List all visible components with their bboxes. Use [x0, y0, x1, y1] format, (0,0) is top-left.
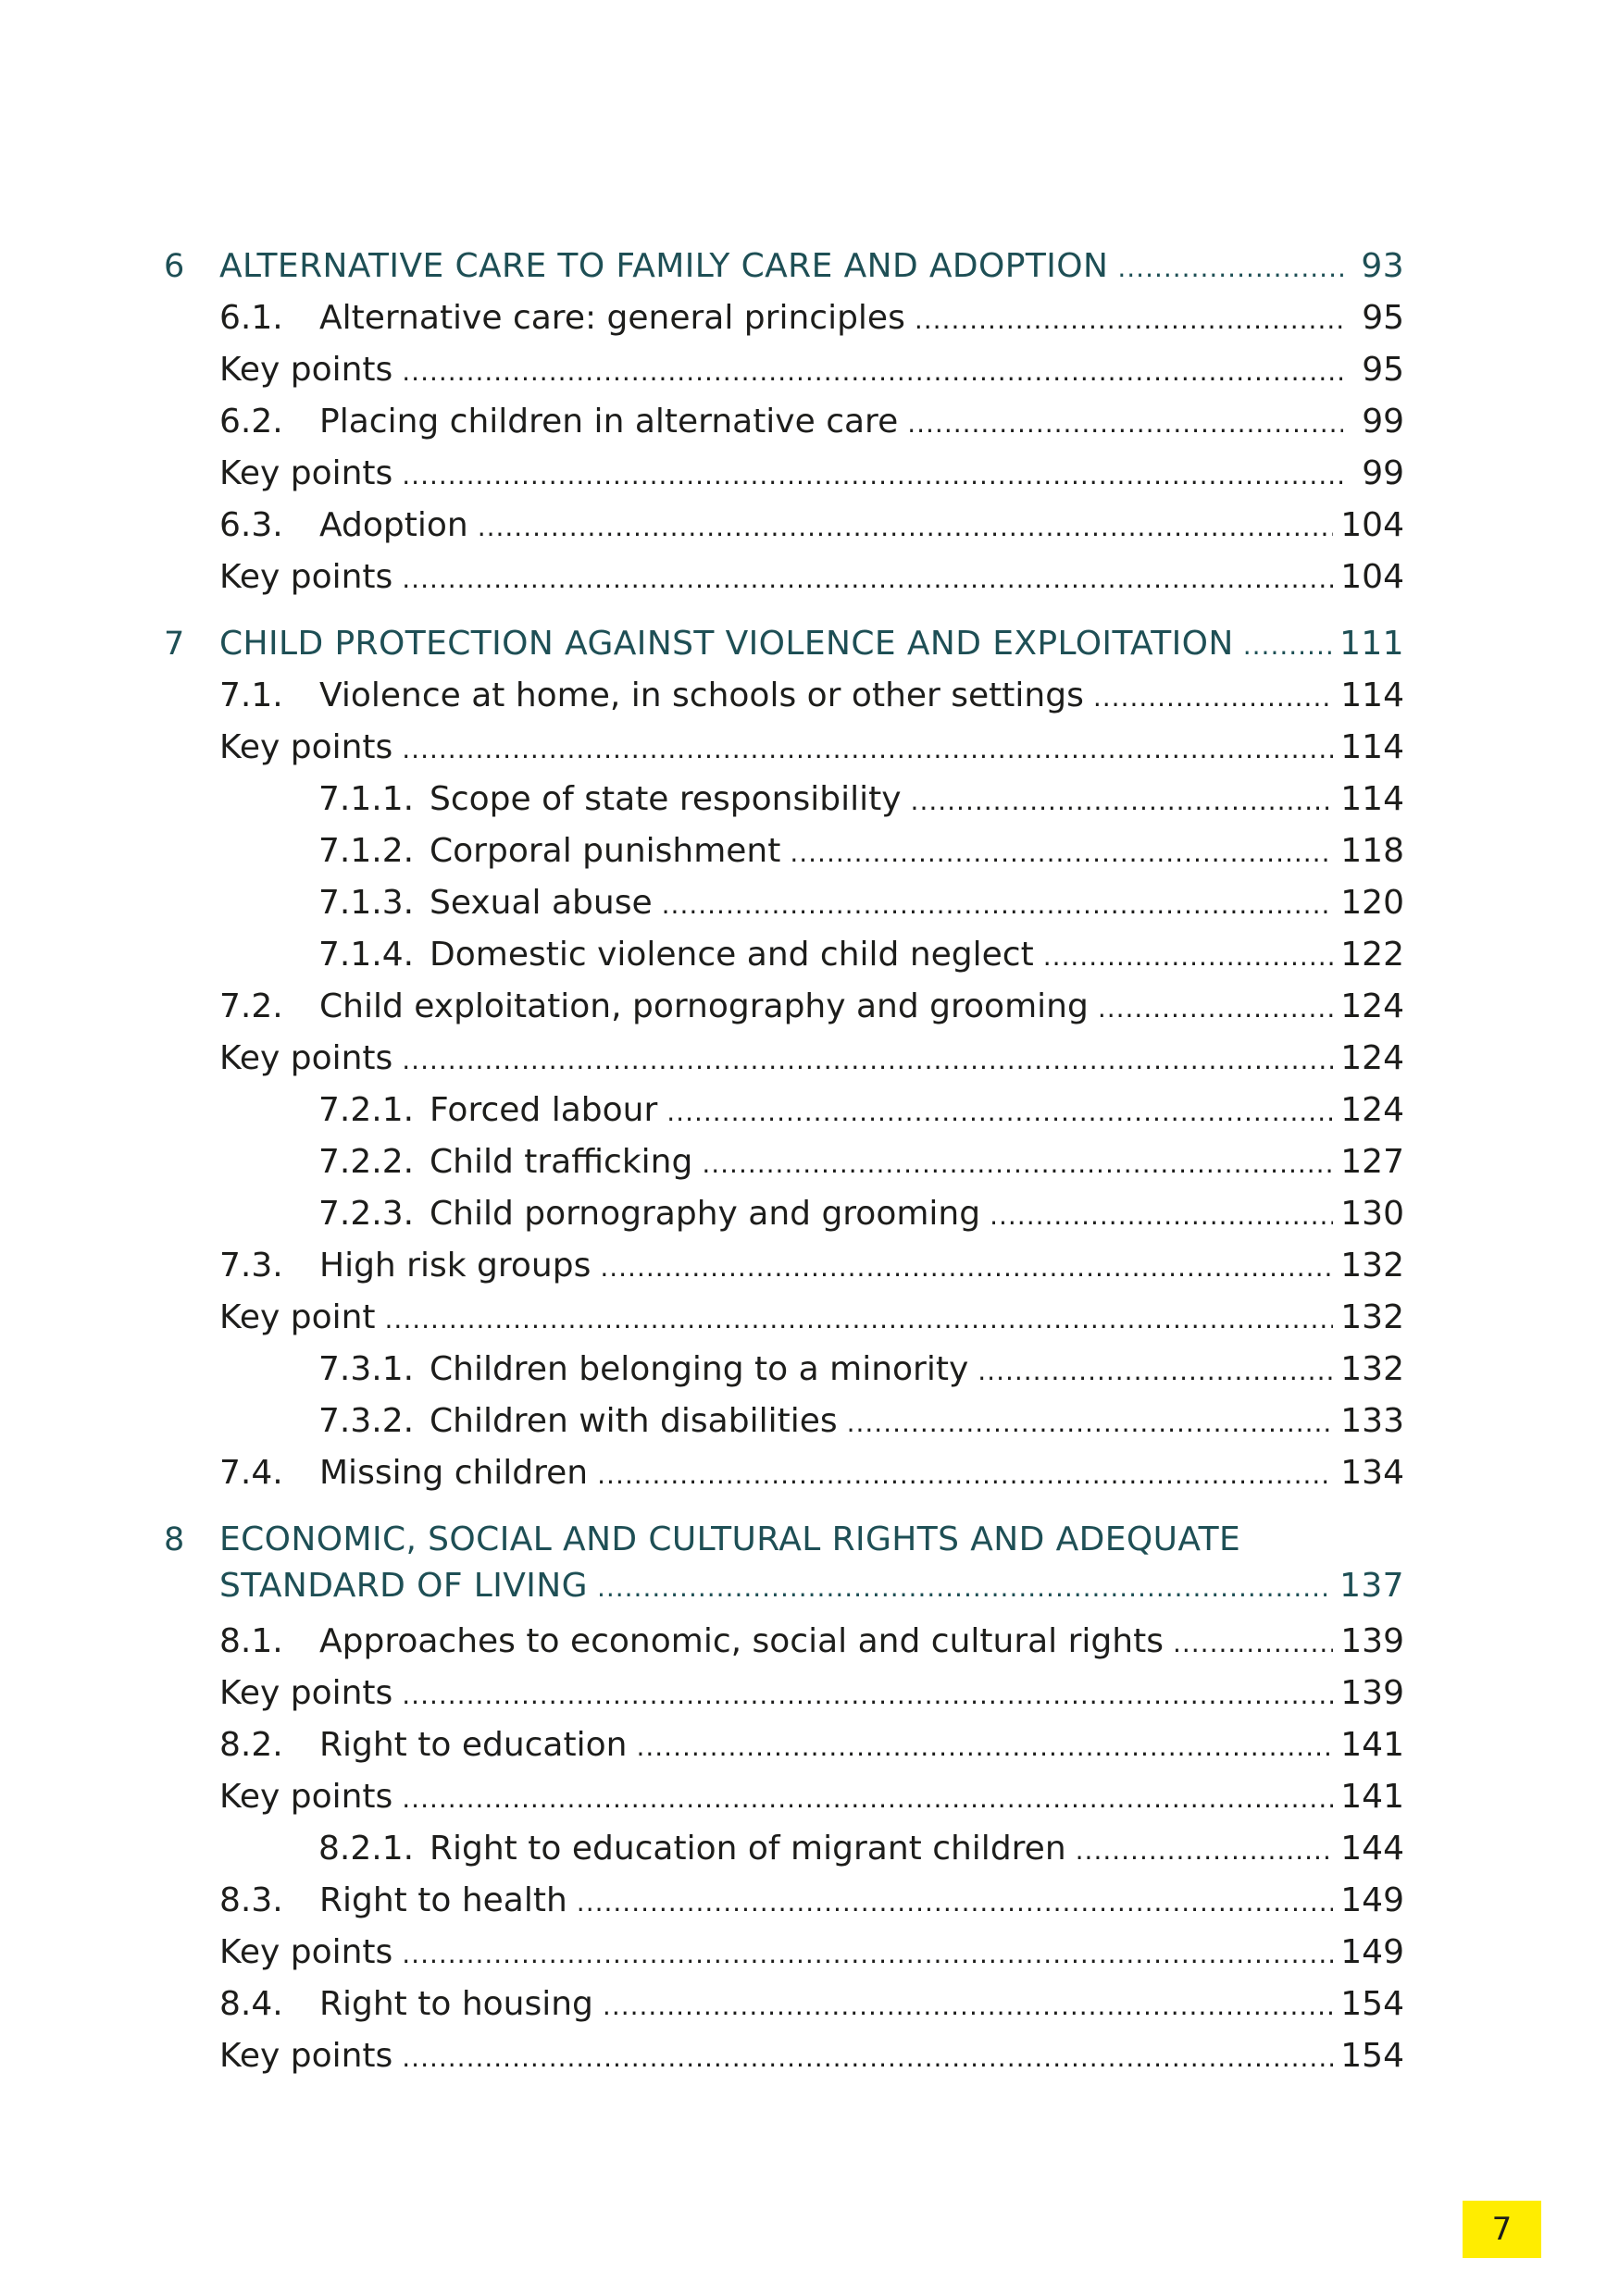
section-number: 7.3.2.	[318, 1402, 415, 1440]
page-ref: 141	[1340, 1778, 1404, 1816]
dot-leader	[603, 1980, 1333, 2032]
chapter-number: 6	[164, 248, 185, 285]
entry-title: Approaches to economic, social and cultural rights	[319, 1622, 1164, 1660]
section-number: 7.1.4.	[318, 936, 415, 974]
entry-title: Right to health	[319, 1881, 567, 1919]
toc-subsection[interactable]	[0, 929, 1619, 981]
entry-title: Right to education	[319, 1726, 628, 1764]
toc-key-points[interactable]	[0, 2030, 1619, 2082]
dot-leader	[402, 346, 1343, 398]
dot-leader	[1117, 242, 1343, 294]
page-ref: 120	[1340, 884, 1404, 922]
entry-title: Alternative care: general principles	[319, 299, 905, 337]
toc-key-points[interactable]	[0, 552, 1619, 603]
dot-leader	[666, 1086, 1333, 1138]
toc-subsection[interactable]	[0, 1085, 1619, 1136]
dot-leader	[847, 1397, 1334, 1449]
dot-leader	[402, 1035, 1333, 1086]
section-number: 8.1.	[219, 1622, 283, 1660]
page-ref: 95	[1362, 299, 1404, 337]
page-ref: 132	[1340, 1350, 1404, 1388]
dot-leader	[1093, 672, 1333, 724]
page-ref: 154	[1340, 1985, 1404, 2023]
section-number: 8.3.	[219, 1881, 283, 1919]
dot-leader	[402, 724, 1333, 776]
entry-title: Key points	[219, 558, 393, 596]
entry-title: Violence at home, in schools or other settings	[319, 676, 1084, 714]
page-ref: 141	[1340, 1726, 1404, 1764]
section-number: 7.2.1.	[318, 1091, 415, 1129]
dot-leader	[402, 1669, 1333, 1721]
page-ref: 139	[1340, 1622, 1404, 1660]
entry-title: Key points	[219, 1674, 393, 1712]
toc-section[interactable]	[0, 396, 1619, 448]
page-number: 7	[1463, 2201, 1541, 2258]
page-ref: 124	[1340, 1091, 1404, 1129]
entry-title: Sexual abuse	[430, 884, 653, 922]
page-ref: 124	[1340, 987, 1404, 1025]
toc-subsection[interactable]	[0, 825, 1619, 877]
toc-subsection[interactable]	[0, 1396, 1619, 1447]
section-number: 7.2.2.	[318, 1143, 415, 1181]
entry-title: Missing children	[319, 1454, 589, 1492]
entry-title: High risk groups	[319, 1247, 592, 1285]
page-ref: 99	[1362, 454, 1404, 492]
entry-title: Key points	[219, 2037, 393, 2075]
chapter-title: STANDARD OF LIVING	[219, 1567, 588, 1605]
entry-title: Key points	[219, 728, 393, 766]
page-ref: 114	[1340, 728, 1404, 766]
toc-subsection[interactable]	[0, 1823, 1619, 1875]
page-ref: 149	[1340, 1933, 1404, 1971]
section-number: 7.1.3.	[318, 884, 415, 922]
dot-leader	[911, 776, 1334, 827]
entry-title: Key point	[219, 1298, 376, 1336]
dot-leader	[636, 1721, 1333, 1773]
toc-section[interactable]	[0, 500, 1619, 552]
toc-subsection[interactable]	[0, 1344, 1619, 1396]
page-ref: 99	[1362, 403, 1404, 441]
dot-leader	[402, 450, 1343, 502]
section-number: 7.3.1.	[318, 1350, 415, 1388]
toc-section[interactable]	[0, 292, 1619, 344]
entry-title: Domestic violence and child neglect	[430, 936, 1034, 974]
dot-leader	[1098, 983, 1333, 1035]
toc-subsection[interactable]	[0, 774, 1619, 825]
entry-title: Forced labour	[430, 1091, 658, 1129]
toc-key-points[interactable]	[0, 722, 1619, 774]
toc-key-points[interactable]	[0, 448, 1619, 500]
chapter-number: 8	[164, 1521, 185, 1558]
entry-title: Key points	[219, 454, 393, 492]
dot-leader	[478, 502, 1334, 553]
page-ref: 104	[1340, 506, 1404, 544]
dot-leader	[1173, 1618, 1333, 1669]
dot-leader	[402, 1773, 1333, 1825]
toc-key-points[interactable]	[0, 344, 1619, 396]
toc-section[interactable]	[0, 1875, 1619, 1927]
page-ref: 144	[1340, 1830, 1404, 1868]
toc-section[interactable]	[0, 981, 1619, 1033]
dot-leader	[1243, 620, 1332, 672]
page-ref: 127	[1340, 1143, 1404, 1181]
section-number: 7.2.	[219, 987, 283, 1025]
page-ref: 133	[1340, 1402, 1404, 1440]
toc-key-points[interactable]	[0, 1033, 1619, 1085]
toc-key-points[interactable]	[0, 1771, 1619, 1823]
section-number: 7.4.	[219, 1454, 283, 1492]
toc-key-points[interactable]	[0, 1927, 1619, 1979]
toc-section[interactable]	[0, 670, 1619, 722]
toc-subsection[interactable]	[0, 877, 1619, 929]
dot-leader	[600, 1242, 1333, 1294]
chapter-title-line1: ECONOMIC, SOCIAL AND CULTURAL RIGHTS AND ADEQUATE	[219, 1520, 1241, 1558]
page-ref: 104	[1340, 558, 1404, 596]
dot-leader	[915, 294, 1343, 346]
dot-leader	[402, 2032, 1333, 2084]
entry-title: Scope of state responsibility	[430, 780, 902, 818]
entry-title: Key points	[219, 1039, 393, 1077]
dot-leader	[597, 1449, 1333, 1501]
dot-leader	[990, 1190, 1333, 1242]
entry-title: Child pornography and grooming	[430, 1195, 981, 1233]
dot-leader	[402, 1929, 1333, 1980]
dot-leader	[1076, 1825, 1334, 1877]
page-ref: 114	[1340, 780, 1404, 818]
section-number: 8.4.	[219, 1985, 283, 2023]
toc-chapter[interactable]	[0, 241, 1619, 292]
page-ref: 154	[1340, 2037, 1404, 2075]
toc-section[interactable]	[0, 1616, 1619, 1668]
entry-title: Corporal punishment	[430, 832, 781, 870]
entry-title: Child trafficking	[430, 1143, 693, 1181]
page-ref: 122	[1340, 936, 1404, 974]
section-number: 7.1.2.	[318, 832, 415, 870]
entry-title: Key points	[219, 1933, 393, 1971]
section-number: 7.3.	[219, 1247, 283, 1285]
entry-title: Children with disabilities	[430, 1402, 838, 1440]
page-ref: 149	[1340, 1881, 1404, 1919]
section-number: 7.1.1.	[318, 780, 415, 818]
page-ref: 137	[1339, 1567, 1404, 1605]
toc-chapter[interactable]	[0, 618, 1619, 670]
entry-title: Right to education of migrant children	[430, 1830, 1066, 1868]
page-ref: 139	[1340, 1674, 1404, 1712]
dot-leader	[402, 553, 1333, 605]
page-ref: 111	[1339, 625, 1404, 663]
dot-leader	[702, 1138, 1333, 1190]
dot-leader	[597, 1562, 1332, 1614]
page-ref: 134	[1340, 1454, 1404, 1492]
section-number: 6.3.	[219, 506, 283, 544]
section-number: 8.2.1.	[318, 1830, 415, 1868]
page-ref: 114	[1340, 676, 1404, 714]
page-ref: 93	[1361, 247, 1404, 285]
toc-subsection[interactable]	[0, 1188, 1619, 1240]
toc-key-points[interactable]	[0, 1292, 1619, 1344]
page-ref: 130	[1340, 1195, 1404, 1233]
section-number: 7.1.	[219, 676, 283, 714]
toc-chapter[interactable]	[0, 1514, 1619, 1605]
toc-section[interactable]	[0, 1240, 1619, 1292]
chapter-title: CHILD PROTECTION AGAINST VIOLENCE AND EXPLOITATION	[219, 625, 1234, 663]
entry-title: Key points	[219, 351, 393, 389]
entry-title: Key points	[219, 1778, 393, 1816]
toc-section[interactable]	[0, 1979, 1619, 2030]
dot-leader	[1043, 931, 1334, 983]
page-ref: 124	[1340, 1039, 1404, 1077]
section-number: 6.2.	[219, 403, 283, 441]
page-ref: 95	[1362, 351, 1404, 389]
toc-subsection[interactable]	[0, 1136, 1619, 1188]
dot-leader	[662, 879, 1334, 931]
section-number: 7.2.3.	[318, 1195, 415, 1233]
entry-title: Children belonging to a minority	[430, 1350, 969, 1388]
page-ref: 132	[1340, 1247, 1404, 1285]
dot-leader	[790, 827, 1333, 879]
dot-leader	[577, 1877, 1333, 1929]
entry-title: Right to housing	[319, 1985, 593, 2023]
toc-key-points[interactable]	[0, 1668, 1619, 1719]
dot-leader	[385, 1294, 1334, 1346]
entry-title: Child exploitation, pornography and grooming	[319, 987, 1089, 1025]
toc-section[interactable]	[0, 1719, 1619, 1771]
page-ref: 118	[1340, 832, 1404, 870]
dot-leader	[978, 1346, 1333, 1397]
toc-section[interactable]	[0, 1447, 1619, 1499]
section-number: 8.2.	[219, 1726, 283, 1764]
chapter-title: ALTERNATIVE CARE TO FAMILY CARE AND ADOPTION	[219, 247, 1109, 285]
entry-title: Adoption	[319, 506, 468, 544]
page-ref: 132	[1340, 1298, 1404, 1336]
chapter-number: 7	[164, 626, 185, 663]
entry-title: Placing children in alternative care	[319, 403, 899, 441]
section-number: 6.1.	[219, 299, 283, 337]
dot-leader	[907, 398, 1343, 450]
